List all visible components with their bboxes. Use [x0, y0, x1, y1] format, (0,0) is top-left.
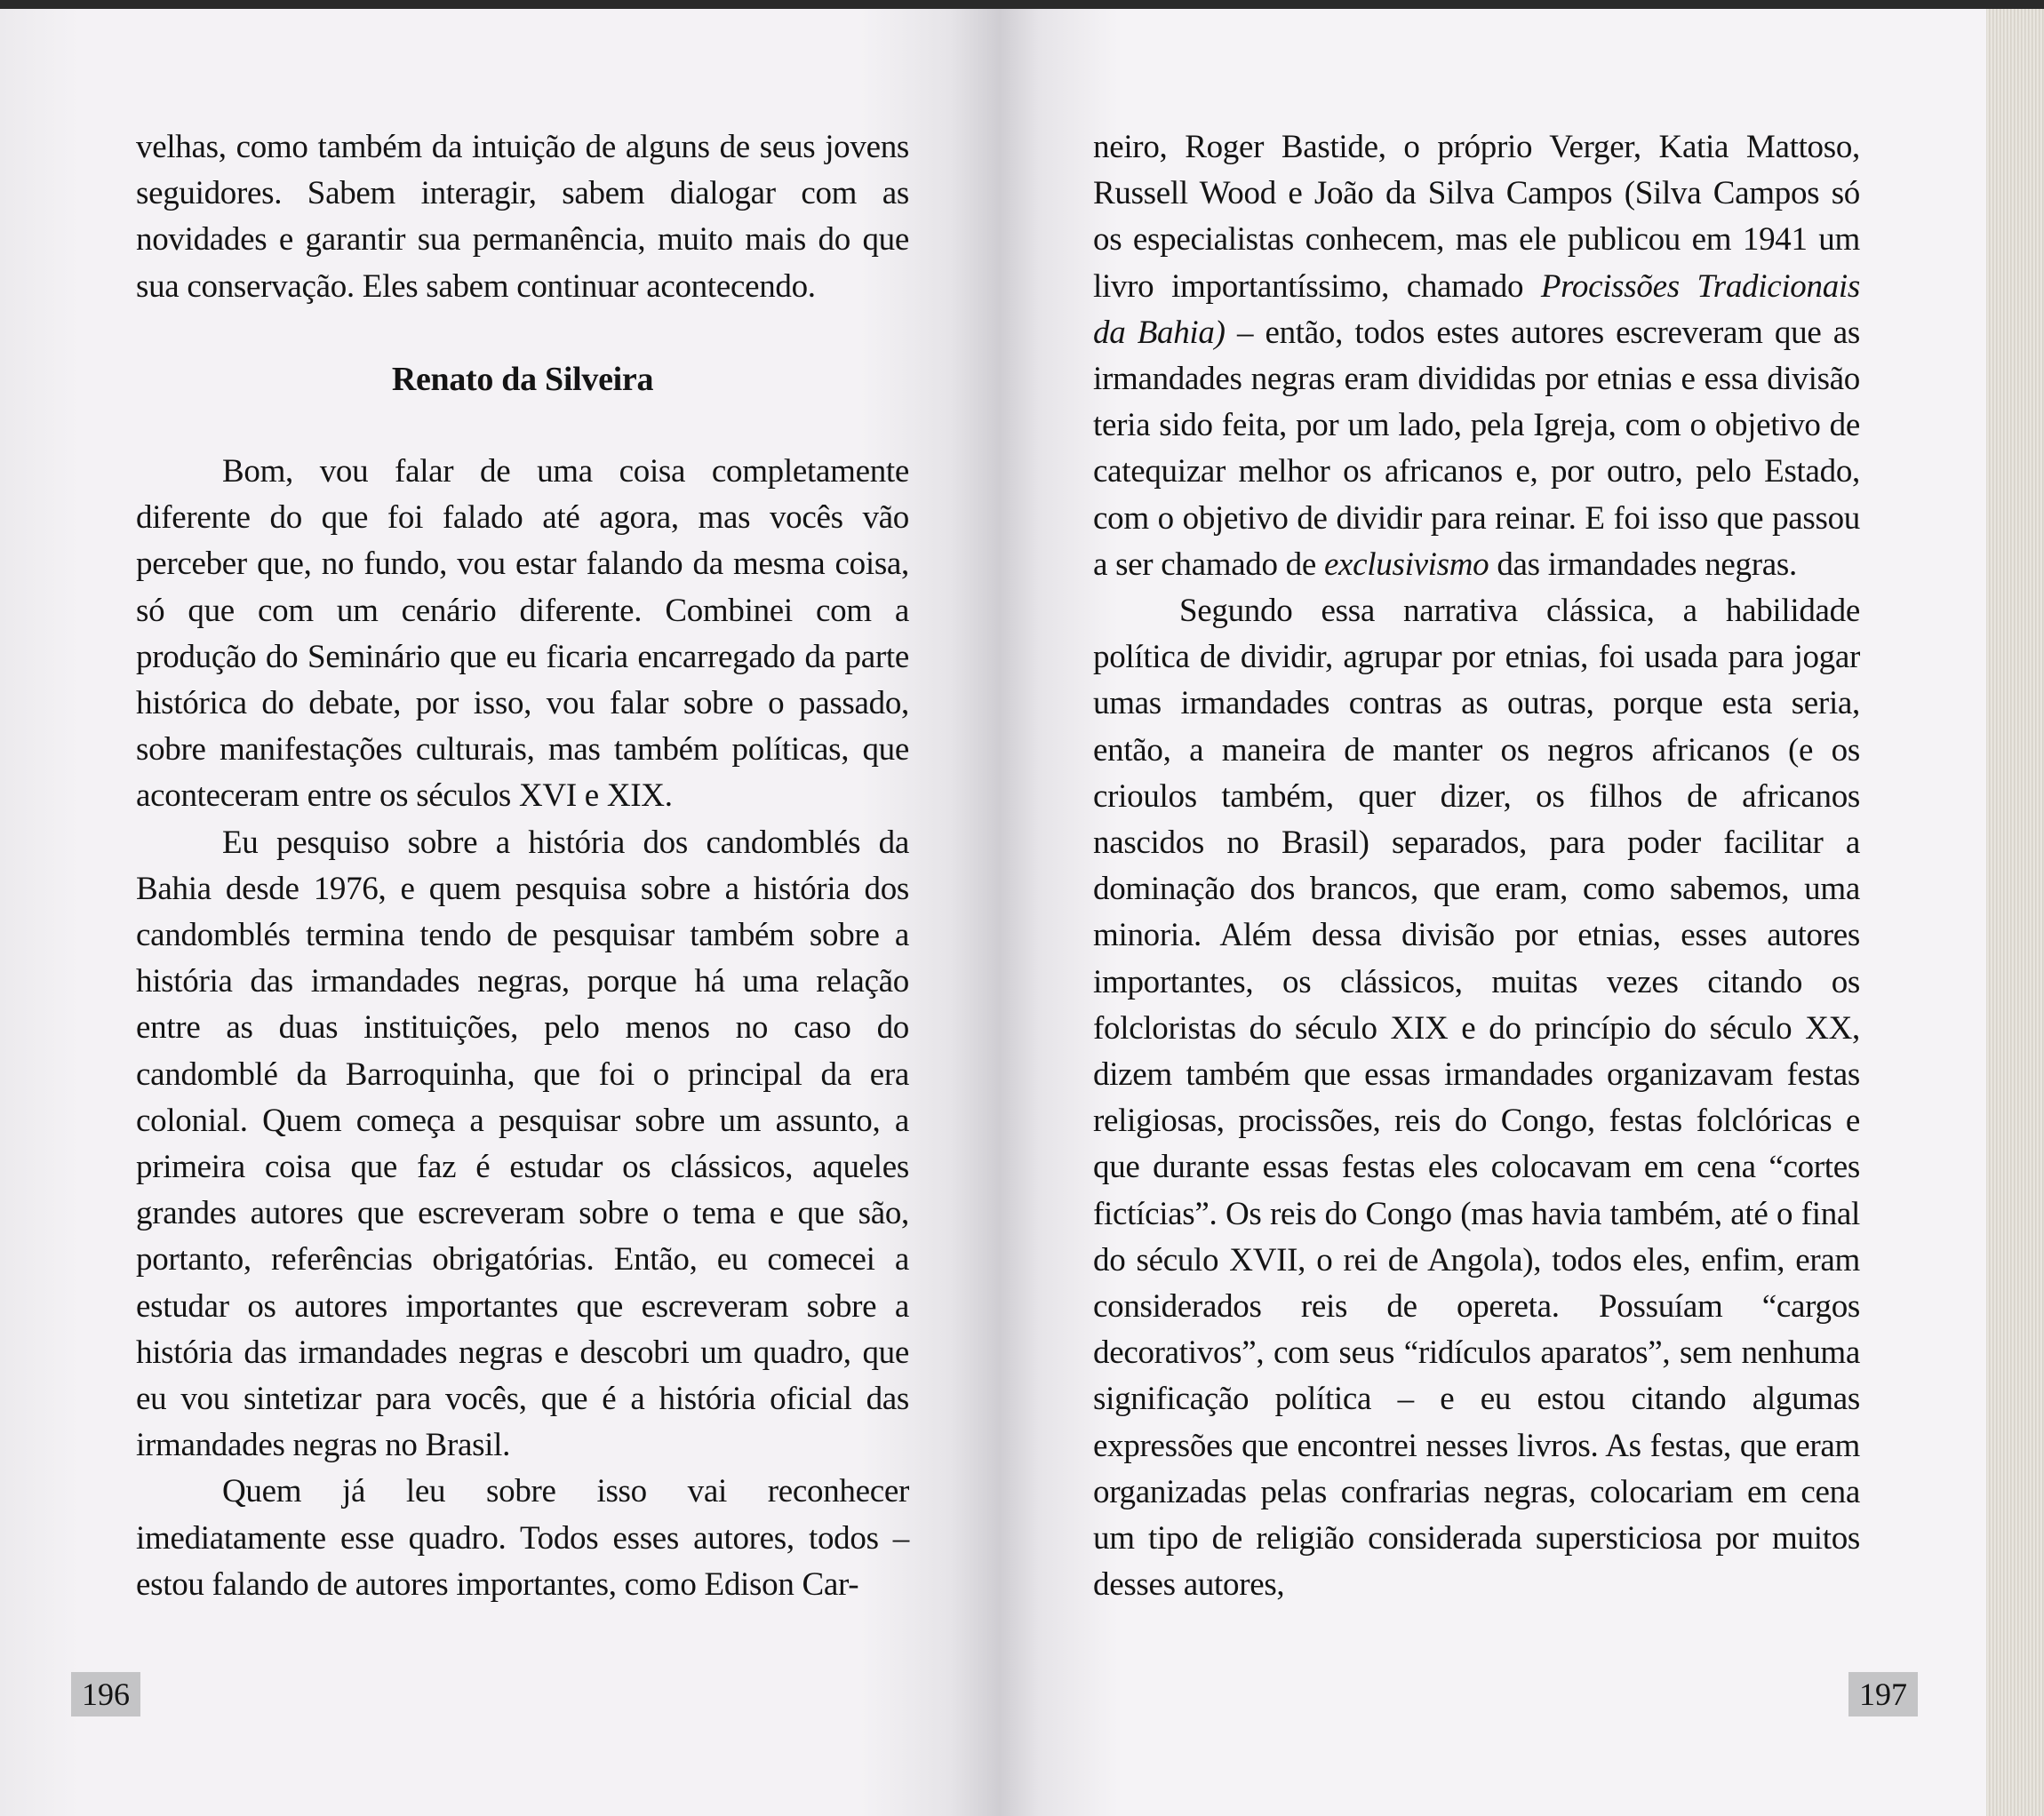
- paragraph-text: – então, todos estes autores escreveram que as irmandades negras eram divididas por etnias e essa divisão teria sido feita, por um lado, pela Igreja, com o objetivo de catequizar melhor os africanos e, por outro, pelo Estado, com o objetivo de dividir para reinar. E foi isso que passou a ser chamado de: [1093, 314, 1860, 583]
- paragraph-text: neiro, Roger Bastide, o próprio Verger, Katia Mattoso, Russell Wood e João da Silva Campos (Silva Campos só os especialistas conhecem, mas ele publicou em 1941 um livro importantíssimo, chamado: [1093, 129, 1860, 305]
- section-heading: Renato da Silveira: [391, 360, 654, 398]
- left-page: [0, 9, 1000, 1816]
- paragraph-text: das irmandades negras.: [1489, 546, 1797, 583]
- left-page-text: [136, 124, 909, 1608]
- body-paragraph: Quem já leu sobre isso vai reconhecer imediatamente esse quadro. Todos esses autores, todos – estou falando de autores importantes, como Edison Car-: [136, 1473, 909, 1603]
- right-page: [1000, 9, 1986, 1816]
- body-paragraph: Bom, vou falar de uma coisa completamente diferente do que foi falado até agora, mas vocês vão perceber que, no fundo, vou estar falando da mesma coisa, só que com um cenário diferente. Combinei com a produção do Seminário que eu ficaria encarregado da parte histórica do debate, por isso, vou falar sobre o passado, sobre manifestações culturais, mas também políticas, que aconteceram entre os séculos XVI e XIX.: [136, 453, 909, 815]
- body-paragraph: Eu pesquiso sobre a história dos candomblés da Bahia desde 1976, e quem pesquisa sobre a história dos candomblés termina tendo de pesquisar também sobre a história das irmandades negras, porque há uma relação entre as duas instituições, pelo menos no caso do candomblé da Barroquinha, que foi o principal da era colonial. Quem começa a pesquisar sobre um assunto, a primeira coisa que faz é estudar os clássicos, aqueles grandes autores que escreveram sobre o tema e que são, portanto, referências obrigatórias. Então, eu comecei a estudar os autores importantes que escreveram sobre a história das irmandades negras e descobri um quadro, que eu vou sintetizar para vocês, que é a história oficial das irmandades negras no Brasil.: [136, 824, 909, 1464]
- continued-paragraph: velhas, como também da intuição de alguns de seus jovens seguidores. Sabem interagir, sabem dialogar com as novidades e garantir sua permanência, muito mais do que sua conservação. Eles sabem continuar acontecendo.: [136, 129, 909, 305]
- italic-term: exclusivismo: [1323, 546, 1489, 583]
- continued-paragraph: [1093, 124, 1860, 588]
- right-page-text: [1093, 124, 1860, 1609]
- page-number-left: 196: [71, 1672, 140, 1716]
- page-number-right: 197: [1848, 1672, 1918, 1716]
- body-paragraph: Segundo essa narrativa clássica, a habilidade política de dividir, agrupar por etnias, foi usada para jogar umas irmandades contras as outras, porque esta seria, então, a maneira de manter os negros africanos (e os crioulos também, quer dizer, os filhos de africanos nascidos no Brasil) separados, para poder facilitar a dominação dos brancos, que eram, como sabemos, uma minoria. Além dessa divisão por etnias, esses autores importantes, os clássicos, muitas vezes citando os folcloristas do século XIX e do princípio do século XX, dizem também que essas irmandades organizavam festas religiosas, procissões, reis do Congo, festas folclóricas e que durante essas festas eles colocavam em cena “cortes fictícias”. Os reis do Congo (mas havia também, até o final do século XVII, o rei de Angola), todos eles, enfim, eram considerados reis de opereta. Possuíam “cargos decorativos”, com seus “ridículos aparatos”, sem nenhuma significação política – e eu estou citando algumas expressões que encontrei nesses livros. As festas, que eram organizadas pelas confrarias negras, colocariam em cena um tipo de religião considerada supersticiosa por muitos desses autores,: [1093, 593, 1860, 1604]
- book-title: Procissões Tradicionais da Bahia): [1093, 267, 1860, 351]
- page-edges: [1986, 9, 2044, 1816]
